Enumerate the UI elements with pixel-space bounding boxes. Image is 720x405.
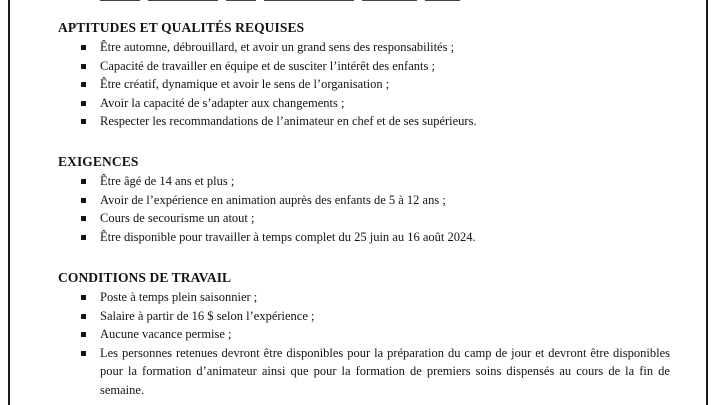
bullet-icon	[81, 235, 86, 240]
page-border-left	[8, 0, 10, 405]
cropped-text-line	[100, 0, 510, 3]
list-item: Avoir la capacité de s’adapter aux changements ;	[58, 94, 698, 113]
list-item: Être créatif, dynamique et avoir le sens de l’organisation ;	[58, 75, 698, 94]
list-item: Aucune vacance permise ;	[58, 325, 698, 344]
list-item: Être automne, débrouillard, et avoir un grand sens des responsabilités ;	[58, 38, 698, 57]
list-item: Capacité de travailler en équipe et de susciter l’intérêt des enfants ;	[58, 57, 698, 76]
list-item: Être disponible pour travailler à temps complet du 25 juin au 16 août 2024.	[58, 228, 698, 247]
bullet-icon	[81, 64, 86, 69]
bullet-icon	[81, 179, 86, 184]
section-aptitudes	[58, 20, 698, 131]
list-item: Avoir de l’expérience en animation auprès des enfants de 5 à 12 ans ;	[58, 191, 698, 210]
bullet-icon	[81, 216, 86, 221]
bullet-icon	[81, 45, 86, 50]
bullet-icon	[81, 198, 86, 203]
bullet-icon	[81, 295, 86, 300]
list-item: Poste à temps plein saisonnier ;	[58, 288, 698, 307]
section-heading: EXIGENCES	[58, 154, 139, 169]
bullet-list	[58, 288, 698, 400]
bullet-list	[58, 172, 698, 246]
section-conditions	[58, 270, 698, 400]
list-item: Respecter les recommandations de l’animateur en chef et de ses supérieurs.	[58, 112, 698, 131]
page-border-right	[706, 0, 708, 405]
bullet-icon	[81, 332, 86, 337]
bullet-icon	[81, 351, 86, 356]
section-heading: CONDITIONS DE TRAVAIL	[58, 270, 232, 285]
section-heading: APTITUDES ET QUALITÉS REQUISES	[58, 20, 305, 35]
bullet-list	[58, 38, 698, 131]
bullet-icon	[81, 314, 86, 319]
bullet-icon	[81, 82, 86, 87]
section-exigences	[58, 154, 698, 246]
list-item: Être âgé de 14 ans et plus ;	[58, 172, 698, 191]
bullet-icon	[81, 119, 86, 124]
list-item: Salaire à partir de 16 $ selon l’expérience ;	[58, 307, 698, 326]
list-item: Cours de secourisme un atout ;	[58, 209, 698, 228]
bullet-icon	[81, 101, 86, 106]
list-item: Les personnes retenues devront être disponibles pour la préparation du camp de jour et devront être disponibles pour la formation d’animateur ainsi que pour la formation de premiers soins dispensés au cours de la fin de semaine.	[58, 344, 670, 400]
